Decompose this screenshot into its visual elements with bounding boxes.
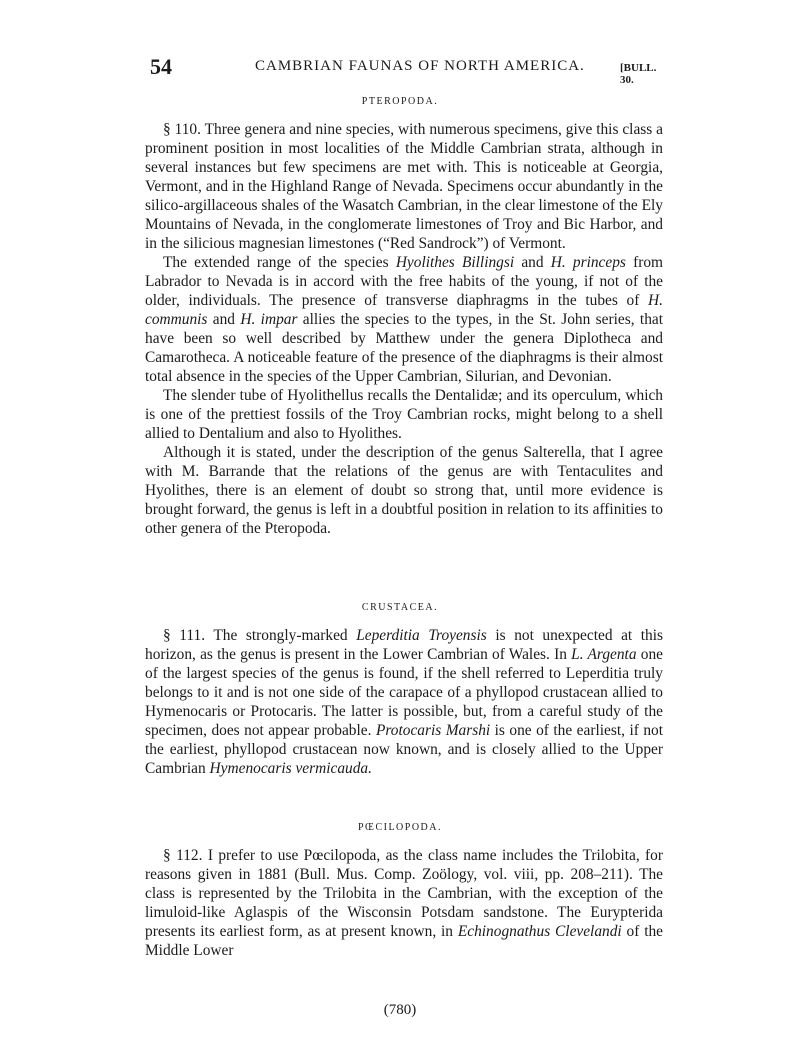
pteropoda-section <box>145 120 663 538</box>
paragraph-110: § 110. Three genera and nine species, with numerous specimens, give this class a prominent position in most localities of the Middle Cambrian strata, although in several instances but few specimens are met with. This is noticeable at Georgia, Vermont, and in the Highland Range of Nevada. Specimens occur abundantly in the silico-argillaceous shales of the Wasatch Cambrian, in the clear limestone of the Ely Mountains of Nevada, in the conglomerate limestones of Troy and Bic Harbor, and in the silicious magnesian limestones (“Red Sandrock”) of Vermont. <box>145 121 663 252</box>
paragraph-110-hyolithellus: The slender tube of Hyolithellus recalls the Dentalidæ; and its operculum, which is one of the prettiest fossils of the Troy Cambrian rocks, might belong to a shell allied to Dentalium and also to Hyolithes. <box>145 387 663 442</box>
section-heading-crustacea: CRUSTACEA. <box>361 602 439 613</box>
page-footer-reference: (780) <box>383 1002 417 1018</box>
paragraph-112: § 112. I prefer to use Pœcilopoda, as the class name includes the Trilobita, for reasons given in 1881 (Bull. Mus. Comp. Zoölogy, vol. viii, pp. 208–211). The class is represented by the Trilobita in the Cambrian, with the exception of the limuloid-like Aglaspis of the Wisconsin Potsdam sandstone. The Eurypterida presents its earliest form, as at present known, in Echinognathus Clevelandi of the Middle Lower <box>145 847 664 959</box>
page-header <box>150 54 670 84</box>
poecilopoda-section <box>145 846 663 960</box>
crustacea-section <box>145 626 663 778</box>
section-heading-poecilopoda: PŒCILOPODA. <box>357 822 442 833</box>
bulletin-reference: [BULL. 30. <box>620 62 657 86</box>
section-heading-pteropoda: PTEROPODA. <box>361 96 439 107</box>
page-number: 54 <box>150 54 172 79</box>
paragraph-110-salterella: Although it is stated, under the description of the genus Salterella, that I agree with M. Barrande that the relations of the genus are with Tentaculites and Hyolithes, there is an element of doubt so strong that, until more evidence is brought forward, the genus is left in a doubtful position in relation to its affinities to other genera of the Pteropoda. <box>145 444 663 537</box>
running-title: CAMBRIAN FAUNAS OF NORTH AMERICA. <box>255 58 585 74</box>
paragraph-111: § 111. The strongly-marked Leperditia Troyensis is not unexpected at this horizon, as the genus is present in the Lower Cambrian of Wales. In L. Argenta one of the largest species of the genus is found, if the shell referred to Leperditia truly belongs to it and is not one side of the carapace of a phyllopod crustacean allied to Hymenocaris or Protocaris. The latter is possible, but, from a careful study of the specimen, does not appear probable. Protocaris Marshi is one of the earliest, if not the earliest, phyllopod crustacean now known, and is closely allied to the Upper Cambrian Hymenocaris vermicauda. <box>145 627 664 777</box>
paragraph-110-range: The extended range of the species Hyolithes Billingsi and H. princeps from Labrador to Nevada is in accord with the free habits of the young, if not of the older, individuals. The presence of transverse diaphragms in the tubes of H. communis and H. impar allies the species to the types, in the St. John series, that have been so well described by Matthew under the genera Diplotheca and Camarotheca. A noticeable feature of the presence of the diaphragms is their almost total absence in the species of the Upper Cambrian, Silurian, and Devonian. <box>145 254 663 385</box>
